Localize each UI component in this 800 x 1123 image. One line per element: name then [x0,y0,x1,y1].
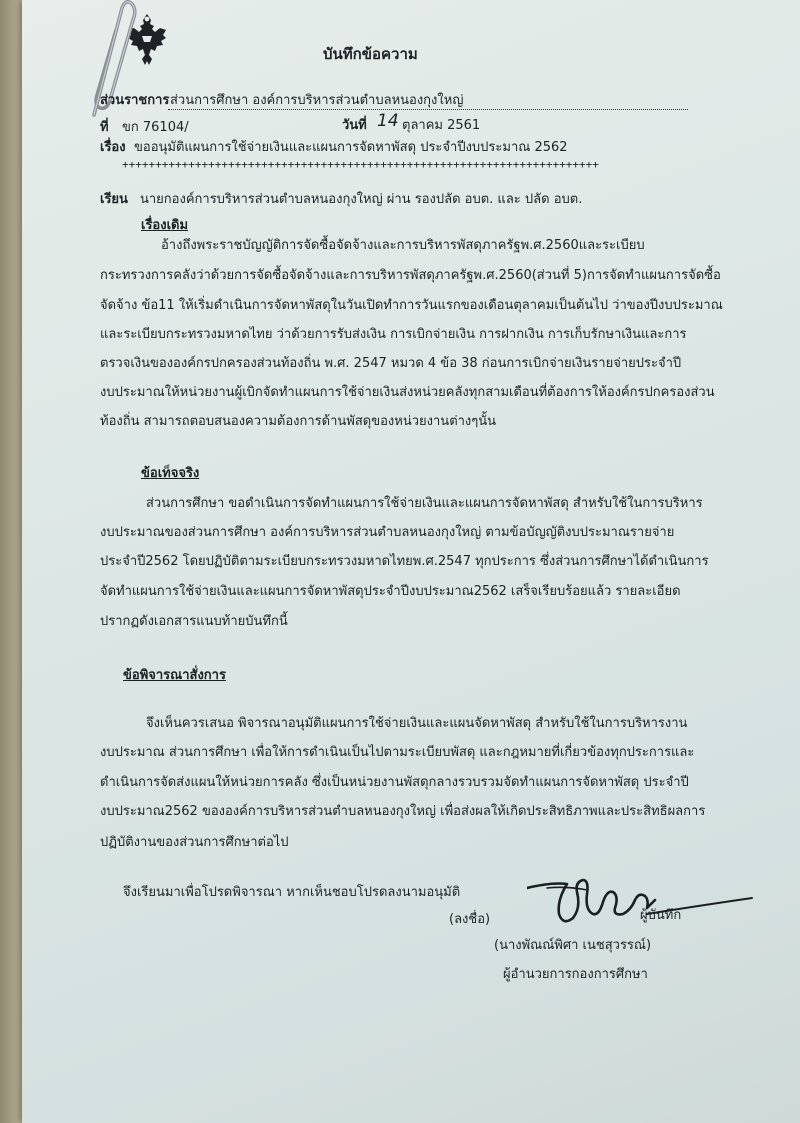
agency-dotted-line [168,109,688,110]
background-line: จัดจ้าง ข้อ11 ให้เริ่มดำเนินการจัดหาพัสดุในวันเปิดทำการวันแรกของเดือนตุลาคมเป็นต้นไป ว่าของปีงบประมาณ [100,298,723,313]
facts-line: จัดทำแผนการใช้จ่ายเงินและแผนการจัดหาพัสดุประจำปีงบประมาณ2562 เสร็จเรียบร้อยแล้ว รายละเอียด [100,584,681,599]
subject-label: เรื่อง [100,140,126,155]
facts-line: ปรากฏดังเอกสารแนบท้ายบันทึกนี้ [100,614,288,629]
date-day-handwritten: 14 [377,111,399,131]
date-value: ตุลาคม 2561 [402,118,481,133]
table-surface-edge [0,0,22,1123]
background-line: อ้างถึงพระราชบัญญัติการจัดซื้อจัดจ้างและการบริหารพัสดุภาครัฐพ.ศ.2560และระเบียบ [161,238,645,253]
background-line: ท้องถิ่น สามารถตอบสนองความต้องการด้านพัสดุของหน่วยงานต่างๆนั้น [100,414,497,429]
facts-line: งบประมาณของส่วนการศึกษา องค์การบริหารส่วนตำบลหนองกุงใหญ่ ตามข้อบัญญัติงบประมาณรายจ่าย [100,525,675,540]
background-line: งบประมาณให้หน่วยงานผู้เบิกจัดทำแผนการใช้จ่ายเงินส่งหน่วยคลังทุกสามเดือนที่ต้องการให้องค์กรปกครองส่วน [100,385,715,400]
subject-value: ขออนุมัติแผนการใช้จ่ายเงินและแผนการจัดหาพัสดุ ประจำปีงบประมาณ 2562 [134,140,568,155]
agency-value: ส่วนการศึกษา องค์การบริหารส่วนตำบลหนองกุงใหญ่ [170,93,464,108]
closing-line: จึงเรียนมาเพื่อโปรดพิจารณา หากเห็นชอบโปรดลงนามอนุมัติ [123,885,461,900]
memo-document [22,0,800,1123]
signer-name: (นางพัณณ์พิศา เนชสุวรรณ์) [494,938,652,953]
to-label: เรียน [100,192,128,207]
consideration-heading: ข้อพิจารณาสั่งการ [123,668,226,683]
consideration-line: งบประมาณ2562 ขององค์การบริหารส่วนตำบลหนองกุงใหญ่ เพื่อส่งผลให้เกิดประสิทธิภาพและประสิทธิผลการ [100,804,706,819]
to-value: นายกองค์การบริหารส่วนตำบลหนองกุงใหญ่ ผ่าน รองปลัด อบต. และ ปลัด อบต. [140,192,583,207]
memo-title: บันทึกข้อความ [323,45,418,63]
consideration-line: ดำเนินการจัดส่งแผนให้หน่วยการคลัง ซึ่งเป็นหน่วยงานพัสดุกลางรวบรวมจัดทำแผนการจัดหาพัสดุ ประจำปี [100,775,689,790]
consideration-line: งบประมาณ ส่วนการศึกษา เพื่อให้การดำเนินเป็นไปตามระเบียบพัสดุ และกฎหมายที่เกี่ยวข้องทุกประการและ [100,745,695,760]
facts-heading: ข้อเท็จจริง [141,466,200,481]
background-line: ตรวจเงินขององค์กรปกครองส่วนท้องถิ่น พ.ศ. 2547 หมวด 4 ข้อ 38 ก่อนการเบิกจ่ายเงินรายจ่ายประจำปี [100,356,682,371]
date-label: วันที่ [342,118,367,133]
separator-line: ++++++++++++++++++++++++++++++++++++++++++++++++++++++++++++++++++++++++ [122,158,599,171]
background-heading: เรื่องเดิม [141,218,189,233]
signer-position: ผู้อำนวยการกองการศึกษา [503,967,648,982]
background-line: กระทรวงการคลังว่าด้วยการจัดซื้อจัดจ้างและการบริหารพัสดุภาครัฐพ.ศ.2560(ส่วนที่ 5)การจัดทำแผนการจัดซื้อ [100,268,721,283]
background-line: และระเบียบกระทรวงมหาดไทย ว่าด้วยการรับส่งเงิน การเบิกจ่ายเงิน การฝากเงิน การเก็บรักษาเงินและการ [100,327,687,342]
facts-line: ประจำปี2562 โดยปฏิบัติตามระเบียบกระทรวงมหาดไทยพ.ศ.2547 ทุกประการ ซึ่งส่วนการศึกษาได้ดำเนินการ [100,554,709,569]
consideration-line: ปฏิบัติงานของส่วนการศึกษาต่อไป [100,835,289,850]
consideration-line: จึงเห็นควรเสนอ พิจารณาอนุมัติแผนการใช้จ่ายเงินและแผนจัดหาพัสดุ สำหรับใช้ในการบริหารงาน [146,716,688,731]
ref-label: ที่ [100,120,109,135]
sign-label: (ลงชื่อ) [449,912,491,927]
facts-line: ส่วนการศึกษา ขอดำเนินการจัดทำแผนการใช้จ่ายเงินและแผนการจัดหาพัสดุ สำหรับใช้ในการบริหาร [146,496,703,511]
agency-label: ส่วนราชการ [100,93,170,108]
ref-value: ขก 76104/ [122,120,189,135]
recorder-label: ผู้บันทึก [640,908,682,923]
